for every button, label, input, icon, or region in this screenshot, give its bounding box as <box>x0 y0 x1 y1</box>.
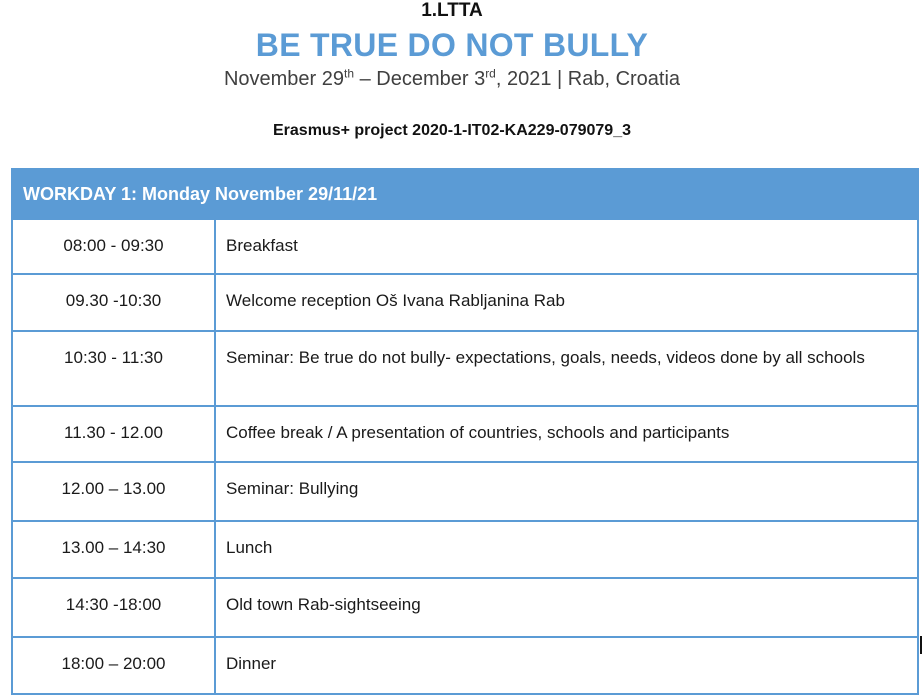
dates-start-suffix: th <box>344 66 355 81</box>
ltta-heading: 1.LTTA <box>421 0 483 21</box>
activity-cell: Dinner <box>215 637 918 694</box>
activity-cell: Coffee break / A presentation of countries, schools and participants <box>215 406 918 462</box>
table-row <box>12 578 918 637</box>
dates-start: November 29 <box>223 68 344 90</box>
table-row <box>12 521 918 578</box>
time-cell: 12.00 – 13.00 <box>12 462 215 521</box>
erasmus-project-code: Erasmus+ project 2020-1-IT02-KA229-079079_3 <box>273 122 631 139</box>
time-cell: 18:00 – 20:00 <box>12 637 215 694</box>
workday-schedule-table <box>11 168 919 695</box>
time-cell: 10:30 - 11:30 <box>12 331 215 406</box>
event-dates-location <box>0 66 904 92</box>
table-row <box>12 637 918 694</box>
dates-end-suffix: rd <box>485 66 496 81</box>
activity-cell: Breakfast <box>215 219 918 274</box>
time-cell: 09.30 -10:30 <box>12 274 215 331</box>
table-row <box>12 462 918 521</box>
time-cell: 13.00 – 14:30 <box>12 521 215 578</box>
time-cell: 14:30 -18:00 <box>12 578 215 637</box>
event-title: BE TRUE DO NOT BULLY <box>255 27 649 63</box>
time-cell: 08:00 - 09:30 <box>12 219 215 274</box>
table-row <box>12 219 918 274</box>
dates-middle: – December 3 <box>354 68 486 90</box>
day-header: WORKDAY 1: Monday November 29/11/21 <box>12 169 918 219</box>
table-row <box>12 406 918 462</box>
activity-cell: Welcome reception Oš Ivana Rabljanina Rab <box>215 274 918 331</box>
table-row <box>12 274 918 331</box>
dates-location: , 2021 | Rab, Croatia <box>495 68 681 90</box>
day-header-row <box>12 169 918 219</box>
page-edge-mark <box>920 636 922 654</box>
time-cell: 11.30 - 12.00 <box>12 406 215 462</box>
activity-cell: Seminar: Be true do not bully- expectations, goals, needs, videos done by all schools <box>215 331 918 406</box>
activity-cell: Old town Rab-sightseeing <box>215 578 918 637</box>
activity-cell: Lunch <box>215 521 918 578</box>
activity-cell: Seminar: Bullying <box>215 462 918 521</box>
table-row <box>12 331 918 406</box>
